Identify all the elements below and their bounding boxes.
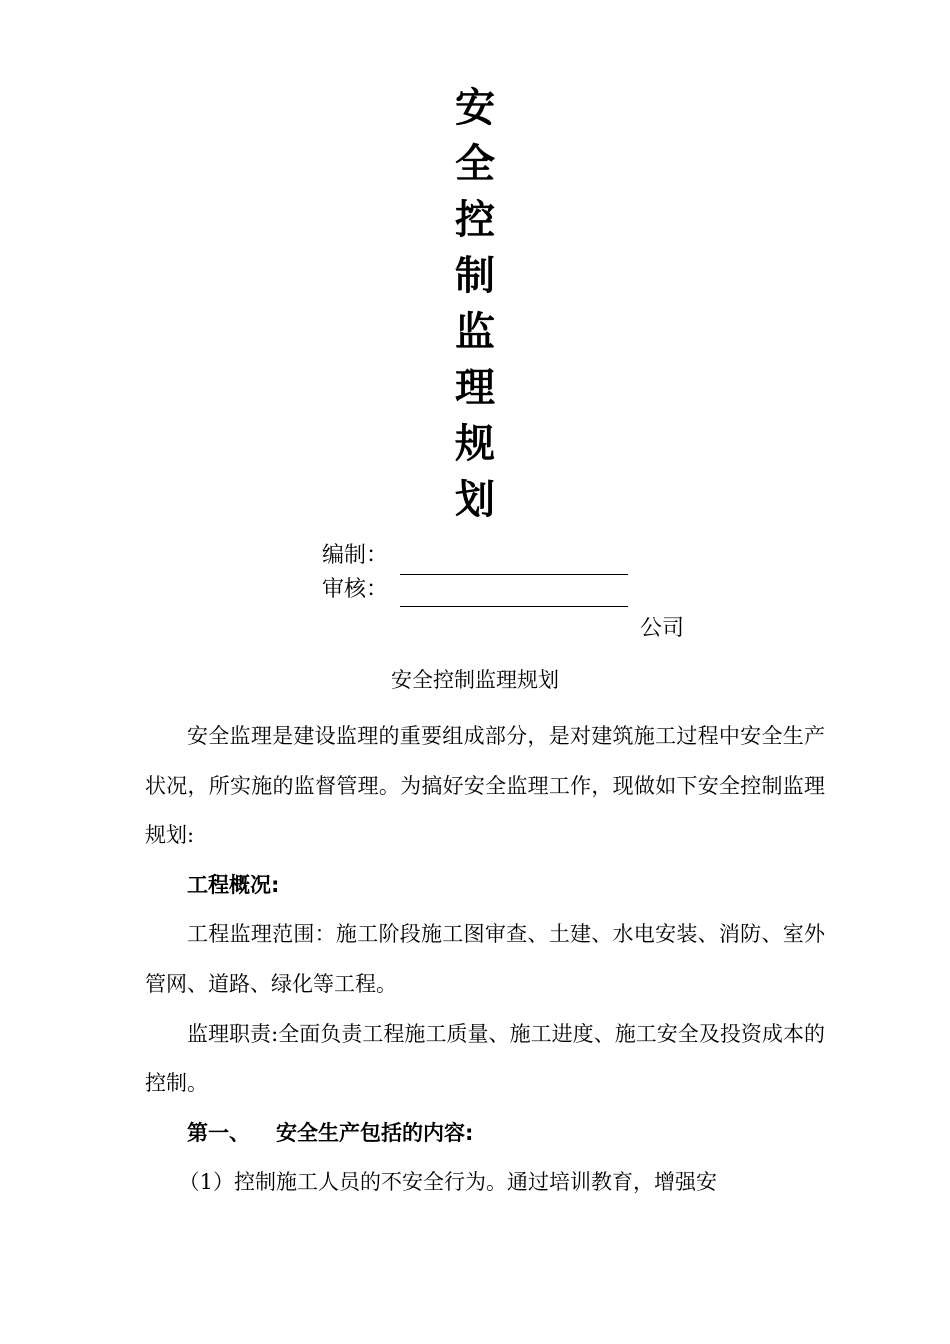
duties-paragraph: 监理职责:全面负责工程施工质量、施工进度、施工安全及投资成本的控制。 bbox=[145, 1021, 825, 1096]
section-number: 第一、 bbox=[187, 1120, 250, 1145]
cover-title-char: 控 bbox=[455, 197, 495, 243]
cover-title-char: 监 bbox=[455, 309, 495, 355]
section-title: 安全生产包括的内容: bbox=[276, 1120, 474, 1145]
company-suffix: 公司 bbox=[640, 616, 685, 641]
cover-title-char: 全 bbox=[455, 141, 495, 187]
overview-heading: 工程概况: bbox=[187, 872, 280, 897]
cover-title-char: 规 bbox=[455, 421, 495, 467]
compiled-by-blank-line bbox=[400, 574, 628, 575]
reviewed-by-label: 审核： bbox=[322, 577, 389, 602]
cover-title-char: 划 bbox=[455, 477, 495, 523]
reviewed-by-blank-line bbox=[400, 606, 628, 607]
cover-title-char: 安 bbox=[455, 85, 495, 131]
document-title: 安全控制监理规划 bbox=[391, 668, 559, 692]
scope-paragraph: 工程监理范围：施工阶段施工图审查、土建、水电安装、消防、室外管网、道路、绿化等工程。 bbox=[145, 922, 825, 996]
intro-paragraph: 安全监理是建设监理的重要组成部分，是对建筑施工过程中安全生产状况，所实施的监督管理。为搞好安全监理工作，现做如下安全控制监理规划: bbox=[145, 724, 825, 848]
list-item: （1）控制施工人员的不安全行为。通过培训教育，增强安 bbox=[178, 1170, 717, 1195]
vertical-cover-title bbox=[0, 80, 950, 528]
document-body bbox=[145, 712, 825, 1208]
cover-title-char: 制 bbox=[455, 253, 495, 299]
cover-title-char: 理 bbox=[455, 365, 495, 411]
section-heading bbox=[145, 1109, 825, 1159]
compiled-by-label: 编制： bbox=[322, 543, 389, 568]
